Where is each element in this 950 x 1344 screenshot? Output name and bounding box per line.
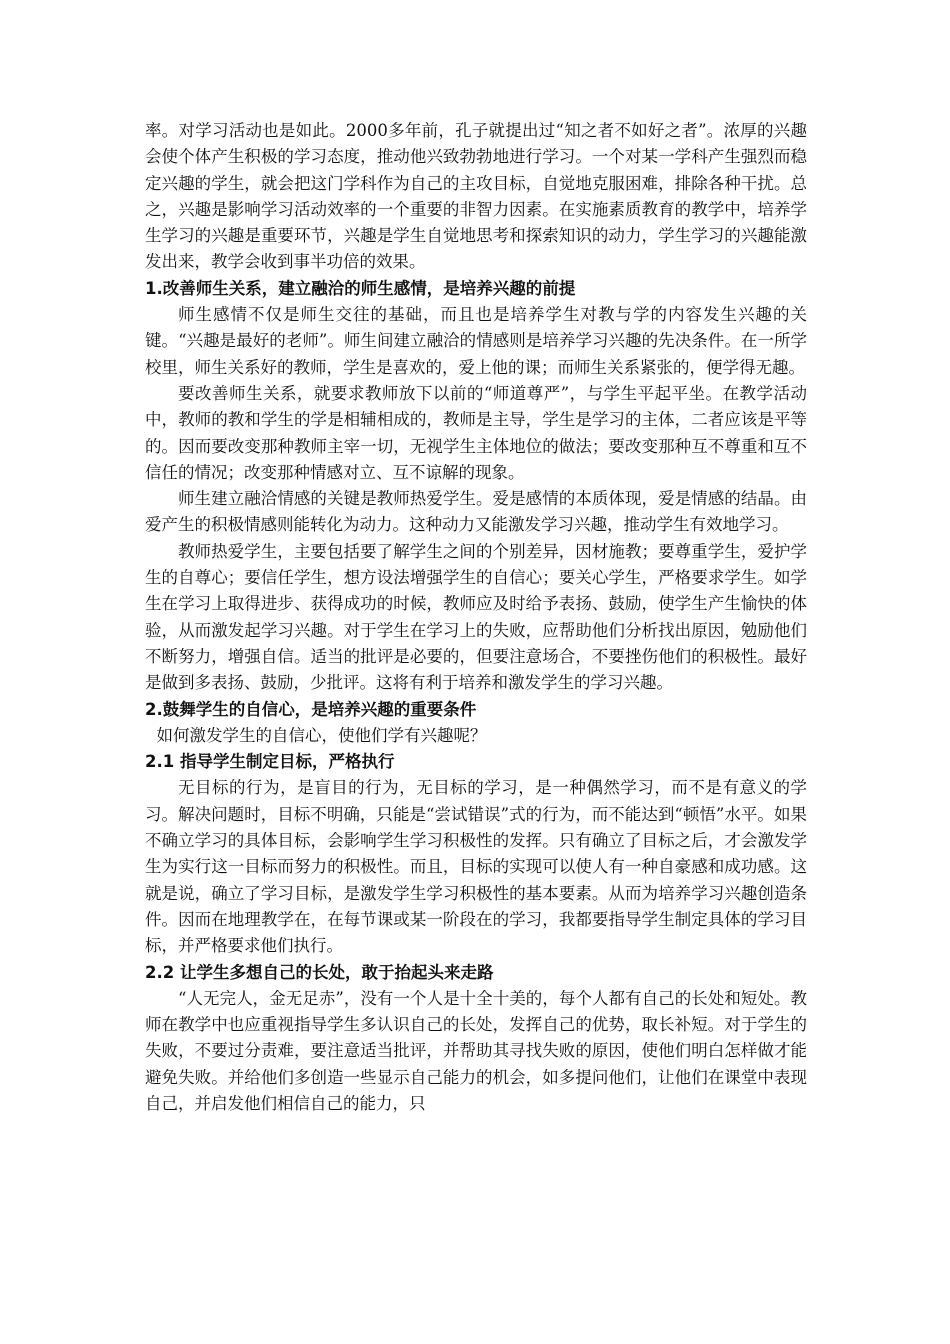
paragraph-intro: 率。对学习活动也是如此。2000多年前，孔子就提出过“知之者不如好之者”。浓厚的兴趣会使个体产生积极的学习态度，推动他兴致勃勃地进行学习。一个对某一学科产生强烈而稳定兴趣的学生，就会把这门学科作为自己的主攻目标，自觉地克服困难，排除各种干扰。总之，兴趣是影响学习活动效率的一个重要的非智力因素。在实施素质教育的教学中，培养学生学习的兴趣是重要环节，兴趣是学生自觉地思考和探索知识的动力，学生学习的兴趣能激发出来，教学会收到事半功倍的效果。: [145, 121, 807, 272]
paragraph-1-3: 师生建立融洽情感的关键是教师热爱学生。爱是感情的本质体现，爱是情感的结晶。由爱产生的积极情感则能转化为动力。这种动力又能激发学习兴趣，推动学生有效地学习。: [145, 489, 807, 535]
heading-section-2-2: 2.2 让学生多想自己的长处，敢于抬起头来走路: [145, 962, 494, 982]
document-page: [145, 118, 807, 1117]
heading-section-2: 2.鼓舞学生的自信心，是培养兴趣的重要条件: [145, 699, 477, 719]
heading-section-2-1: 2.1 指导学生制定目标，严格执行: [145, 752, 395, 772]
paragraph-1-1: 师生感情不仅是师生交往的基础，而且也是培养学生对教与学的内容发生兴趣的关键。“兴趣是最好的老师”。师生间建立融洽的情感则是培养学习兴趣的先决条件。在一所学校里，师生关系好的教师，学生是喜欢的，爱上他的课；而师生关系紧张的，便学得无趣。: [145, 305, 807, 377]
paragraph-1-2: 要改善师生关系，就要求教师放下以前的“师道尊严”，与学生平起平坐。在教学活动中，教师的教和学生的学是相辅相成的，教师是主导，学生是学习的主体，二者应该是平等的。因而要改变那种教师主宰一切，无视学生主体地位的做法；要改变那种互不尊重和互不信任的情况；改变那种情感对立、互不谅解的现象。: [145, 383, 807, 482]
paragraph-2-intro: 如何激发学生的自信心，使他们学有兴趣呢？: [156, 725, 487, 745]
paragraph-2-2: “人无完人，金无足赤”，没有一个人是十全十美的，每个人都有自己的长处和短处。教师在教学中也应重视指导学生多认识自己的长处，发挥自己的优势，取长补短。对于学生的失败，不要过分责难，要注意适当批评，并帮助其寻找失败的原因，使他们明白怎样做才能避免失败。并给他们多创造一些显示自己能力的机会，如多提问他们，让他们在课堂中表现自己，并启发他们相信自己的能力，只: [145, 988, 807, 1113]
paragraph-1-4: 教师热爱学生，主要包括要了解学生之间的个别差异，因材施教；要尊重学生，爱护学生的自尊心；要信任学生，想方设法增强学生的自信心；要关心学生，严格要求学生。如学生在学习上取得进步、获得成功的时候，教师应及时给予表扬、鼓励，使学生产生愉快的体验，从而激发起学习兴趣。对于学生在学习上的失败，应帮助他们分析找出原因，勉励他们不断努力，增强自信。适当的批评是必要的，但要注意场合，不要挫伤他们的积极性。最好是做到多表扬、鼓励，少批评。这将有利于培养和激发学生的学习兴趣。: [145, 541, 807, 693]
heading-section-1: 1.改善师生关系，建立融洽的师生感情，是培养兴趣的前提: [145, 278, 576, 298]
paragraph-2-1: 无目标的行为，是盲目的行为，无目标的学习，是一种偶然学习，而不是有意义的学习。解决问题时，目标不明确，只能是“尝试错误”式的行为，而不能达到“顿悟”水平。如果不确立学习的具体目标，会影响学生学习积极性的发挥。只有确立了目标之后，才会激发学生为实行这一目标而努力的积极性。而且，目标的实现可以使人有一种自豪感和成功感。这就是说，确立了学习目标，是激发学生学习积极性的基本要素。从而为培养学习兴趣创造条件。因而在地理教学在，在每节课或某一阶段在的学习，我都要指导学生制定具体的学习目标，并严格要求他们执行。: [145, 778, 807, 956]
